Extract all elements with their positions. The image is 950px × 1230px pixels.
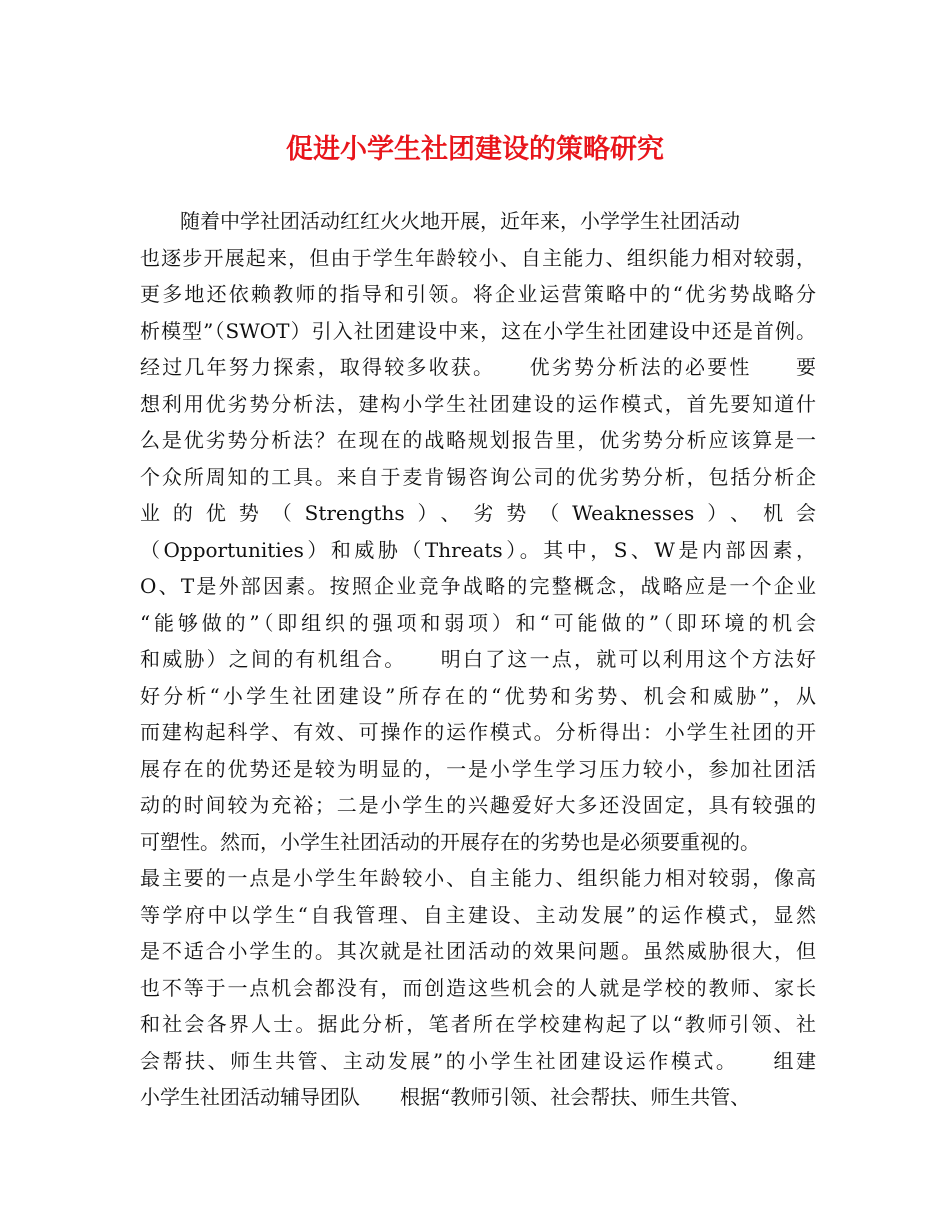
body-line: 展存在的优势还是较为明显的，一是小学生学习压力较小，参加社团活 bbox=[140, 756, 816, 781]
body-line: 动的时间较为充裕；二是小学生的兴趣爱好大多还没固定，具有较强的 bbox=[140, 793, 816, 817]
body-line: 也逐步开展起来，但由于学生年龄较小、自主能力、组织能力相对较弱， bbox=[140, 245, 816, 270]
body-line: 可塑性。然而，小学生社团活动的开展存在的劣势也是必须要重视的。 bbox=[140, 829, 760, 854]
body-line: 么是优劣势分析法？在现在的战略规划报告里，优劣势分析应该算是一 bbox=[140, 428, 816, 452]
body-line: 个众所周知的工具。来自于麦肯锡咨询公司的优劣势分析，包括分析企 bbox=[140, 464, 816, 489]
document-body bbox=[140, 203, 816, 1116]
body-line: “能够做的”（即组织的强项和弱项）和“可能做的”（即环境的机会 bbox=[140, 610, 816, 635]
body-line: 而建构起科学、有效、可操作的运作模式。分析得出：小学生社团的开 bbox=[140, 720, 816, 744]
body-line: 最主要的一点是小学生年龄较小、自主能力、组织能力相对较弱，像高 bbox=[140, 866, 816, 890]
body-line: 等学府中以学生“自我管理、自主建设、主动发展”的运作模式，显然 bbox=[140, 902, 816, 927]
body-line: 经过几年努力探索，取得较多收获。 优劣势分析法的必要性 要 bbox=[140, 355, 816, 379]
body-line: 和社会各界人士。据此分析，笔者所在学校建构起了以“教师引领、社 bbox=[140, 1012, 816, 1036]
document-title: 促进小学生社团建设的策略研究 bbox=[286, 134, 664, 165]
body-line: 也不等于一点机会都没有，而创造这些机会的人就是学校的教师、家长 bbox=[140, 975, 816, 1000]
body-line: O、T是外部因素。按照企业竞争战略的完整概念，战略应是一个企业 bbox=[140, 574, 816, 598]
body-line: 更多地还依赖教师的指导和引领。将企业运营策略中的“优劣势战略分 bbox=[140, 282, 816, 306]
body-line: 想利用优劣势分析法，建构小学生社团建设的运作模式，首先要知道什 bbox=[140, 391, 816, 416]
body-line: 业的优势（Strengths）、劣势（Weaknesses）、机会 bbox=[140, 501, 816, 525]
body-line: 和威胁）之间的有机组合。 明白了这一点，就可以利用这个方法好 bbox=[140, 647, 816, 671]
body-line: （Opportunities）和威胁（Threats）。其中，S、W是内部因素， bbox=[140, 537, 816, 562]
body-line: 随着中学社团活动红红火火地开展，近年来，小学学生社团活动 bbox=[140, 209, 740, 233]
body-line: 好分析“小学生社团建设”所存在的“优势和劣势、机会和威胁”，从 bbox=[140, 683, 816, 708]
body-line: 会帮扶、师生共管、主动发展”的小学生社团建设运作模式。 组建 bbox=[140, 1048, 816, 1073]
body-line: 析模型”（SWOT）引入社团建设中来，这在小学生社团建设中还是首例。 bbox=[140, 318, 816, 343]
body-line: 是不适合小学生的。其次就是社团活动的效果问题。虽然威胁很大，但 bbox=[140, 939, 816, 963]
body-line: 小学生社团活动辅导团队 根据“教师引领、社会帮扶、师生共管、 bbox=[140, 1085, 751, 1109]
